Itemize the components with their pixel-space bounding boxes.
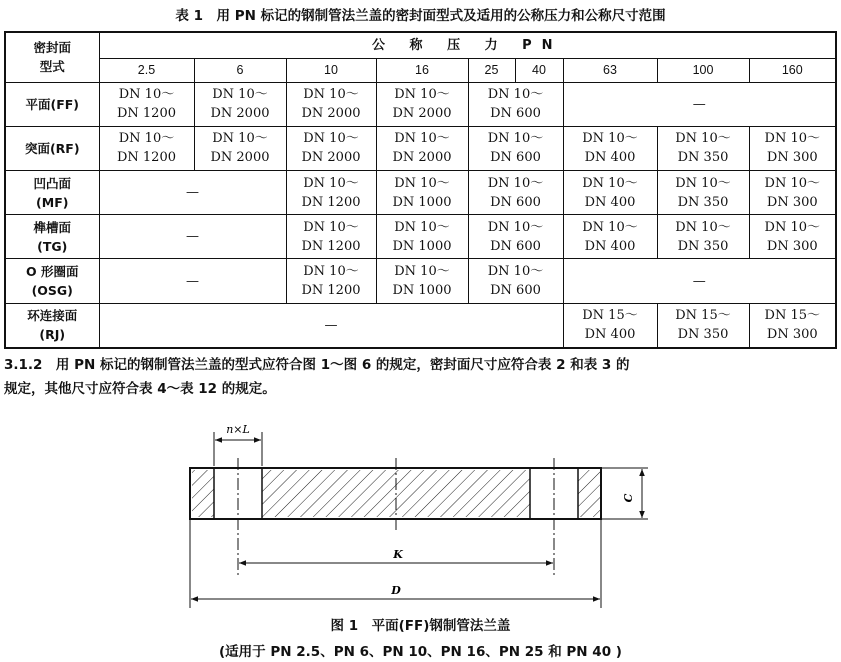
table-cell: DN 15～ DN 350 — [657, 303, 749, 348]
table-cell: DN 10～ DN 1200 — [99, 126, 194, 170]
table-cell: DN 10～ DN 1000 — [376, 215, 468, 259]
flange-cover-drawing — [170, 418, 670, 610]
row-header-osg: O 形圈面 (OSG) — [5, 259, 99, 303]
table-cell: DN 10～ DN 1000 — [376, 259, 468, 303]
table-cell: DN 10～ DN 300 — [749, 170, 836, 214]
table-cell: DN 10～ DN 600 — [468, 82, 563, 126]
dash-cell: — — [99, 215, 286, 259]
row-header-tg: 榫槽面 (TG) — [5, 215, 99, 259]
pn-column-header: 40 — [515, 58, 563, 82]
pn-column-header: 160 — [749, 58, 836, 82]
row-header-rf: 突面(RF) — [5, 126, 99, 170]
table-cell: DN 10～ DN 600 — [468, 126, 563, 170]
pn-header: 公 称 压 力 PN — [99, 32, 836, 58]
table-row — [5, 259, 836, 303]
clause-paragraph — [4, 353, 838, 401]
table-cell: DN 10～ DN 2000 — [194, 82, 286, 126]
table-cell: DN 10～ DN 1200 — [286, 259, 376, 303]
table-cell: DN 10～ DN 400 — [563, 170, 657, 214]
table-cell: DN 10～ DN 300 — [749, 215, 836, 259]
table-cell: DN 10～ DN 2000 — [376, 126, 468, 170]
clause-line-2: 规定，其他尺寸应符合表 4～表 12 的规定。 — [4, 381, 276, 397]
table-caption: 表 1 用 PN 标记的钢制管法兰盖的密封面型式及适用的公称压力和公称尺寸范围 — [175, 8, 666, 24]
pn-column-header: 6 — [194, 58, 286, 82]
table-cell: DN 10～ DN 1200 — [99, 82, 194, 126]
clause-line-1: 3.1.2 用 PN 标记的钢制管法兰盖的型式应符合图 1～图 6 的规定，密封面尺寸应符合表 2 和表 3 的 — [4, 357, 630, 373]
bolt-circle-dimension — [239, 548, 553, 563]
table-cell: DN 15～ DN 400 — [563, 303, 657, 348]
table-row — [5, 303, 836, 348]
table-row — [5, 126, 836, 170]
table-row — [5, 215, 836, 259]
table-cell: DN 10～ DN 2000 — [286, 82, 376, 126]
pn-column-header: 16 — [376, 58, 468, 82]
corner-header: 密封面 型式 — [5, 32, 99, 82]
table-cell: DN 10～ DN 1200 — [286, 215, 376, 259]
table-cell: DN 10～ DN 300 — [749, 126, 836, 170]
row-header-ff: 平面(FF) — [5, 82, 99, 126]
k-label: K — [393, 548, 403, 561]
table-cell: DN 10～ DN 2000 — [376, 82, 468, 126]
pn-column-header: 63 — [563, 58, 657, 82]
pn-column-header: 25 — [468, 58, 515, 82]
table-row — [5, 170, 836, 214]
table-cell: DN 10～ DN 2000 — [286, 126, 376, 170]
figure-caption: 图 1 平面(FF)钢制管法兰盖 — [330, 618, 511, 634]
pn-column-header: 100 — [657, 58, 749, 82]
nxl-label: n×L — [226, 423, 250, 436]
dash-cell: — — [99, 303, 563, 348]
dash-cell: — — [563, 82, 836, 126]
pn-column-header: 10 — [286, 58, 376, 82]
thickness-dimension — [601, 468, 648, 519]
dash-cell: — — [99, 170, 286, 214]
table-cell: DN 10～ DN 600 — [468, 215, 563, 259]
table-cell: DN 10～ DN 600 — [468, 170, 563, 214]
row-header-rj: 环连接面 (RJ) — [5, 303, 99, 348]
pressure-table — [4, 31, 837, 349]
table-cell: DN 10～ DN 350 — [657, 215, 749, 259]
c-label: C — [622, 493, 635, 503]
dash-cell: — — [563, 259, 836, 303]
table-row — [5, 82, 836, 126]
table-cell: DN 10～ DN 400 — [563, 126, 657, 170]
table-cell: DN 10～ DN 400 — [563, 215, 657, 259]
pn-column-header: 2.5 — [99, 58, 194, 82]
table-cell: DN 10～ DN 2000 — [194, 126, 286, 170]
table-cell: DN 10～ DN 1200 — [286, 170, 376, 214]
dash-cell: — — [99, 259, 286, 303]
table-cell: DN 10～ DN 1000 — [376, 170, 468, 214]
table-cell: DN 10～ DN 600 — [468, 259, 563, 303]
d-label: D — [391, 584, 401, 597]
table-cell: DN 10～ DN 350 — [657, 170, 749, 214]
figure-subcaption: (适用于 PN 2.5、PN 6、PN 10、PN 16、PN 25 和 PN 40 ) — [219, 644, 622, 660]
table-cell: DN 15～ DN 300 — [749, 303, 836, 348]
row-header-mf: 凹凸面 (MF) — [5, 170, 99, 214]
table-cell: DN 10～ DN 350 — [657, 126, 749, 170]
